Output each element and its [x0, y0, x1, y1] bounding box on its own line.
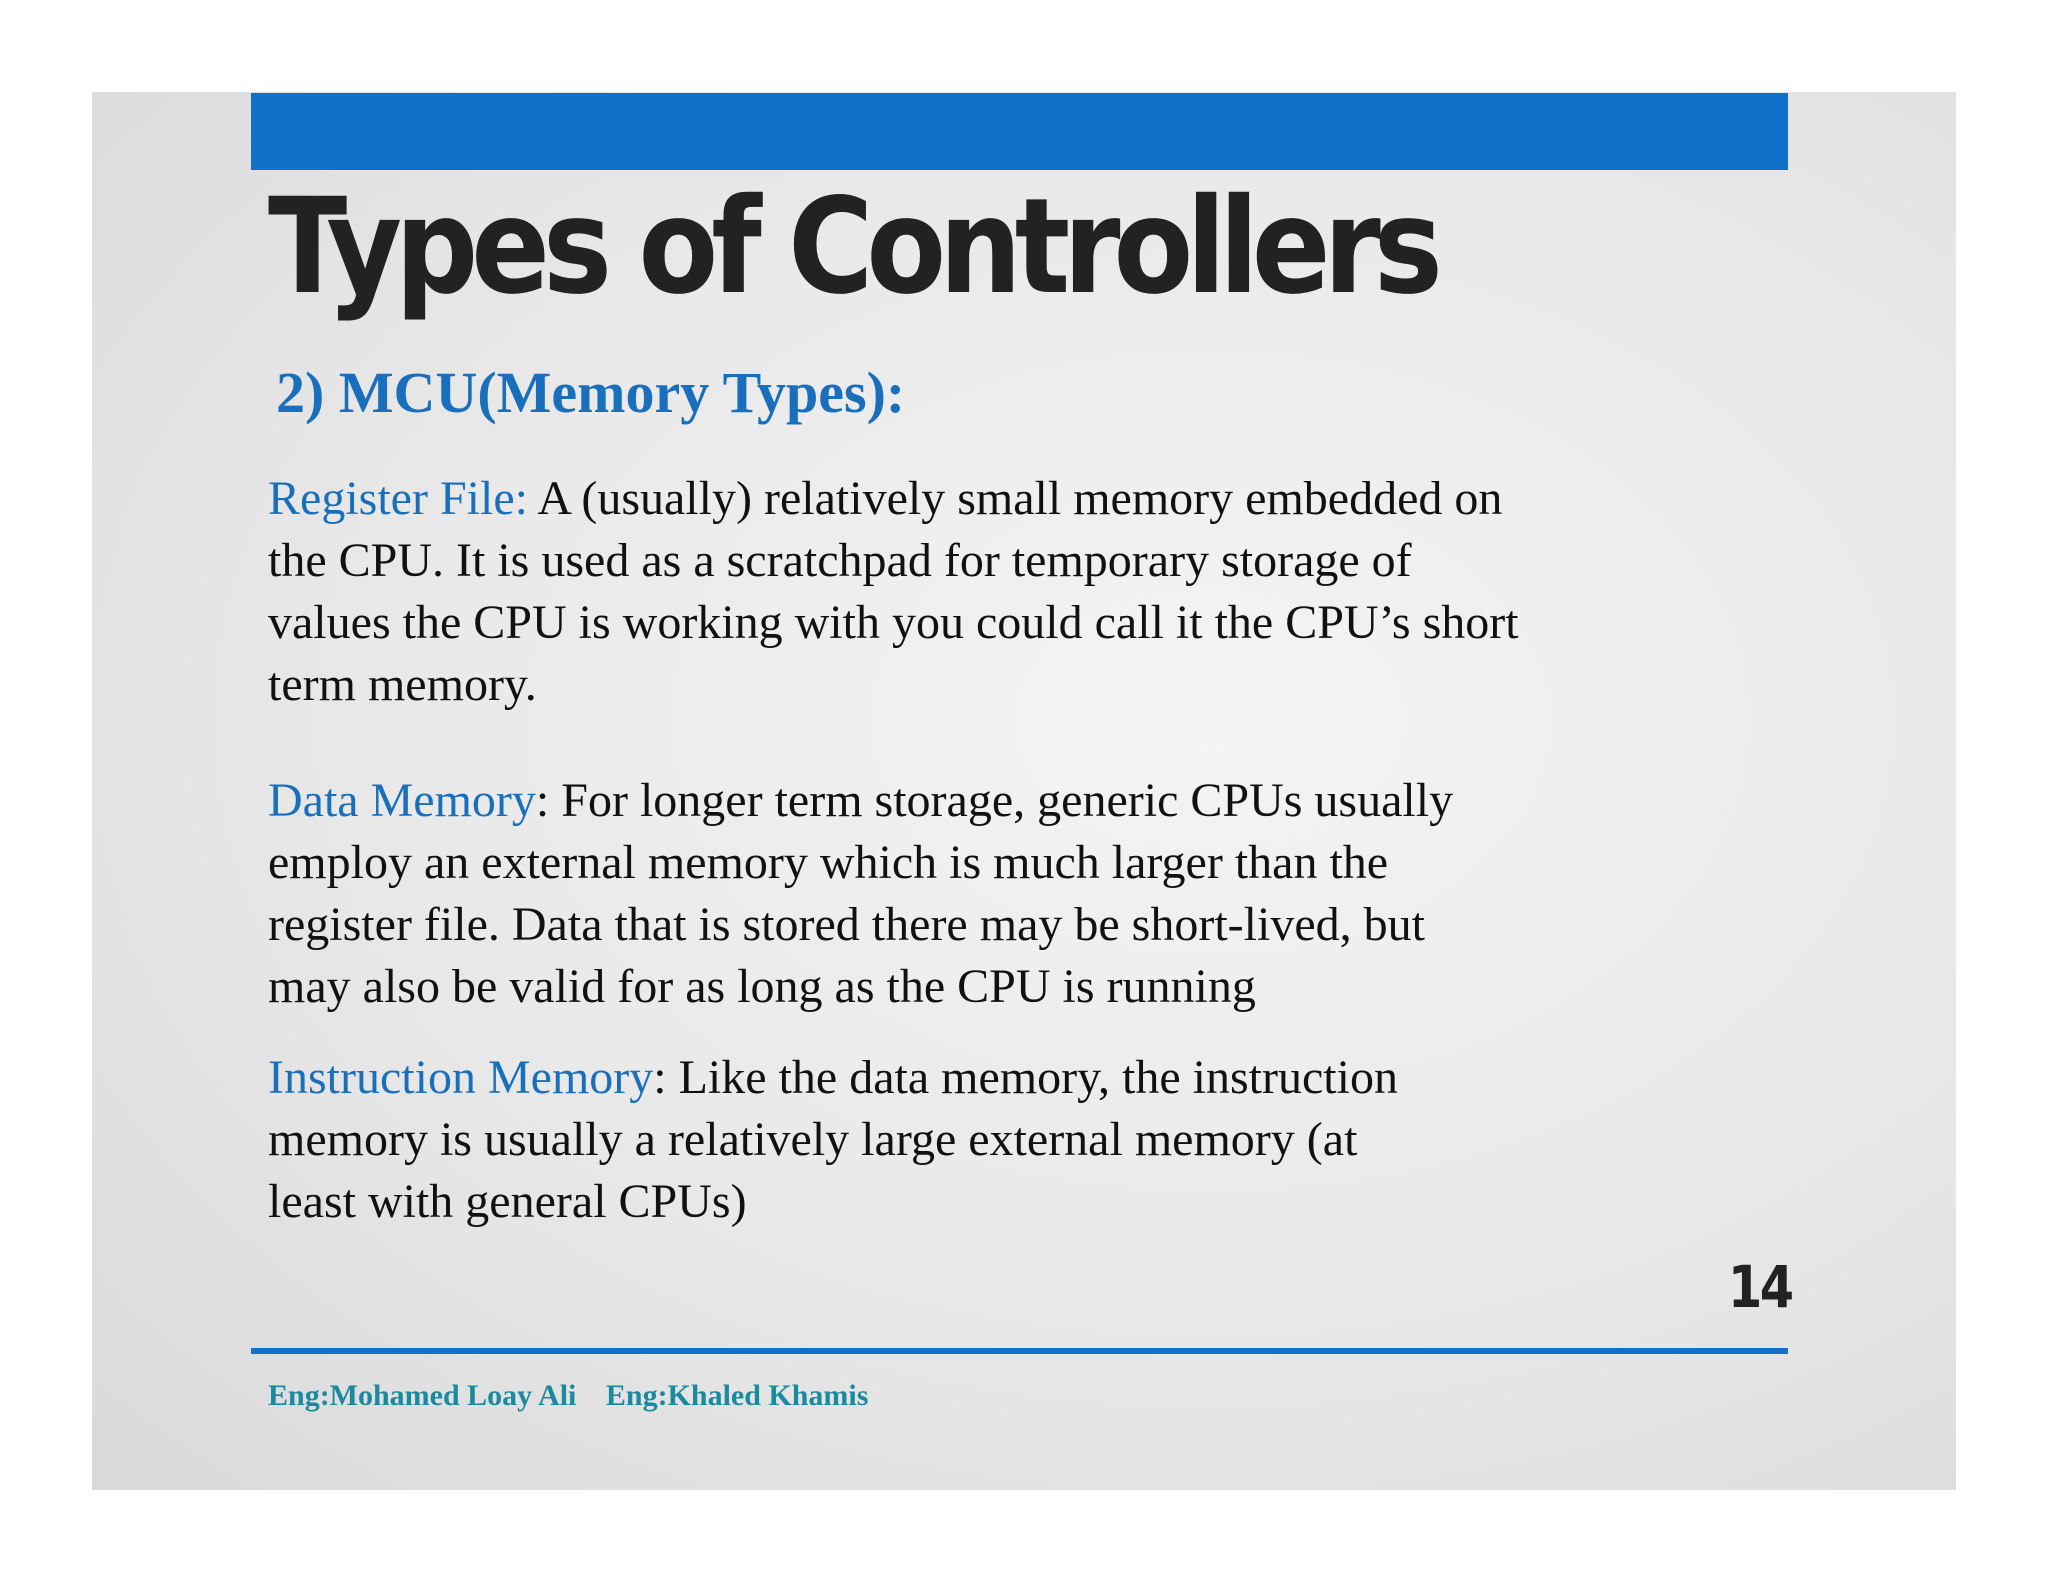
paragraph-line: term memory. [268, 658, 537, 711]
page-number: 14 [1728, 1253, 1792, 1321]
footer-author-1: Eng:Mohamed Loay Ali [268, 1379, 577, 1412]
data-memory-term: Data Memory [268, 774, 536, 827]
paragraph-line: values the CPU is working with you could call it the CPU’s short [268, 596, 1519, 649]
paragraph-line: least with general CPUs) [268, 1175, 747, 1228]
paragraph-line: register file. Data that is stored there may be short-lived, but [268, 898, 1425, 951]
paragraph-line: the CPU. It is used as a scratchpad for temporary storage of [268, 534, 1412, 587]
top-accent-bar [251, 93, 1788, 170]
footer-credits [268, 1376, 868, 1416]
register-file-term: Register File: [268, 472, 528, 525]
paragraph-line: Register File: A (usually) relatively small memory embedded on [268, 472, 1503, 525]
footer-author-2: Eng:Khaled Khamis [605, 1379, 869, 1412]
paragraph-line: employ an external memory which is much larger than the [268, 836, 1389, 889]
data-memory-paragraph [268, 770, 1453, 1018]
register-file-paragraph [268, 468, 1519, 716]
slide-title: Types of Controllers [268, 170, 1436, 324]
instruction-memory-term: Instruction Memory [268, 1051, 654, 1104]
paragraph-line: Data Memory: For longer term storage, generic CPUs usually [268, 774, 1454, 827]
slide-subtitle: 2) MCU(Memory Types): [276, 360, 906, 425]
paragraph-line: may also be valid for as long as the CPU is running [268, 960, 1256, 1013]
paragraph-line: memory is usually a relatively large external memory (at [268, 1113, 1358, 1166]
paragraph-line: Instruction Memory: Like the data memory, the instruction [268, 1051, 1398, 1104]
instruction-memory-paragraph [268, 1047, 1398, 1233]
footer-rule [251, 1348, 1788, 1354]
